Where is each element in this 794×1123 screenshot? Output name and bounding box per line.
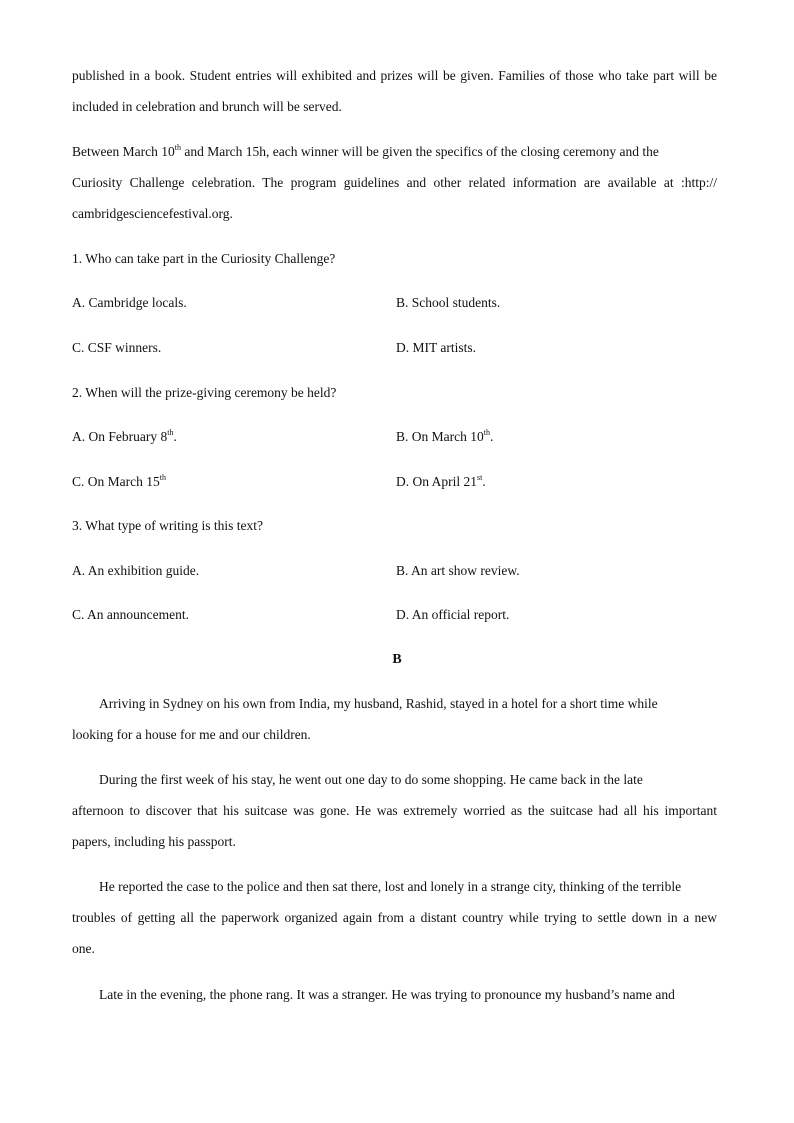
passage-b-line: He reported the case to the police and then sat there, lost and lonely in a strange city, thinking of the terrible <box>99 879 682 894</box>
superscript: th <box>159 472 166 482</box>
text-run: D. On April 21 <box>396 474 477 489</box>
passage-b-line: During the first week of his stay, he went out one day to do some shopping. He came back in the late <box>99 772 643 787</box>
section-heading: B <box>392 652 402 667</box>
option-b <box>396 428 493 446</box>
passage-b-line: papers, including his passport. <box>72 834 236 849</box>
option-a: A. Cambridge locals. <box>72 295 187 310</box>
option-c <box>72 473 166 491</box>
question-stem: 2. When will the prize-giving ceremony be held? <box>72 385 337 400</box>
option-d <box>396 473 486 491</box>
passage-a-line: cambridgesciencefestival.org. <box>72 206 233 221</box>
option-a: A. An exhibition guide. <box>72 563 200 578</box>
passage-b-line: troubles of getting all the paperwork organized again from a distant country while trying to settle down in a new <box>72 910 717 925</box>
text-run: C. On March 15 <box>72 474 160 489</box>
passage-a-dates-line <box>72 143 659 161</box>
option-d: D. MIT artists. <box>396 340 476 355</box>
option-b: B. An art show review. <box>396 563 520 578</box>
superscript: th <box>483 427 490 437</box>
text-run: B. On March 10 <box>396 429 484 444</box>
option-d: D. An official report. <box>396 607 510 622</box>
question-stem: 1. Who can take part in the Curiosity Challenge? <box>72 251 336 266</box>
text-run: and March 15h, each winner will be given the specifics of the closing ceremony and the <box>180 144 659 159</box>
passage-b-line: afternoon to discover that his suitcase was gone. He was extremely worried as the suitcase had all his important <box>72 803 717 818</box>
text-run: . <box>173 429 177 444</box>
option-c: C. CSF winners. <box>72 340 162 355</box>
passage-b-line: one. <box>72 941 95 956</box>
text-run: . <box>482 474 486 489</box>
passage-b-line: Late in the evening, the phone rang. It was a stranger. He was trying to pronounce my husband’s name and <box>99 987 675 1002</box>
passage-a-line: Curiosity Challenge celebration. The program guidelines and other related information are available at :http:// <box>72 175 717 190</box>
passage-b-line: Arriving in Sydney on his own from India, my husband, Rashid, stayed in a hotel for a short time while <box>99 696 658 711</box>
superscript: th <box>174 142 181 152</box>
text-run: Between March 10 <box>72 144 175 159</box>
text-run: A. On February 8 <box>72 429 168 444</box>
superscript: st <box>477 472 483 482</box>
passage-b-line: looking for a house for me and our children. <box>72 727 311 742</box>
option-b: B. School students. <box>396 295 501 310</box>
passage-a-line: included in celebration and brunch will be served. <box>72 99 342 114</box>
superscript: th <box>167 427 174 437</box>
text-run: . <box>489 429 494 444</box>
option-c: C. An announcement. <box>72 607 189 622</box>
passage-a-line: published in a book. Student entries will exhibited and prizes will be given. Families of those who take part will be <box>72 68 717 83</box>
question-stem: 3. What type of writing is this text? <box>72 518 263 533</box>
option-a <box>72 428 177 446</box>
